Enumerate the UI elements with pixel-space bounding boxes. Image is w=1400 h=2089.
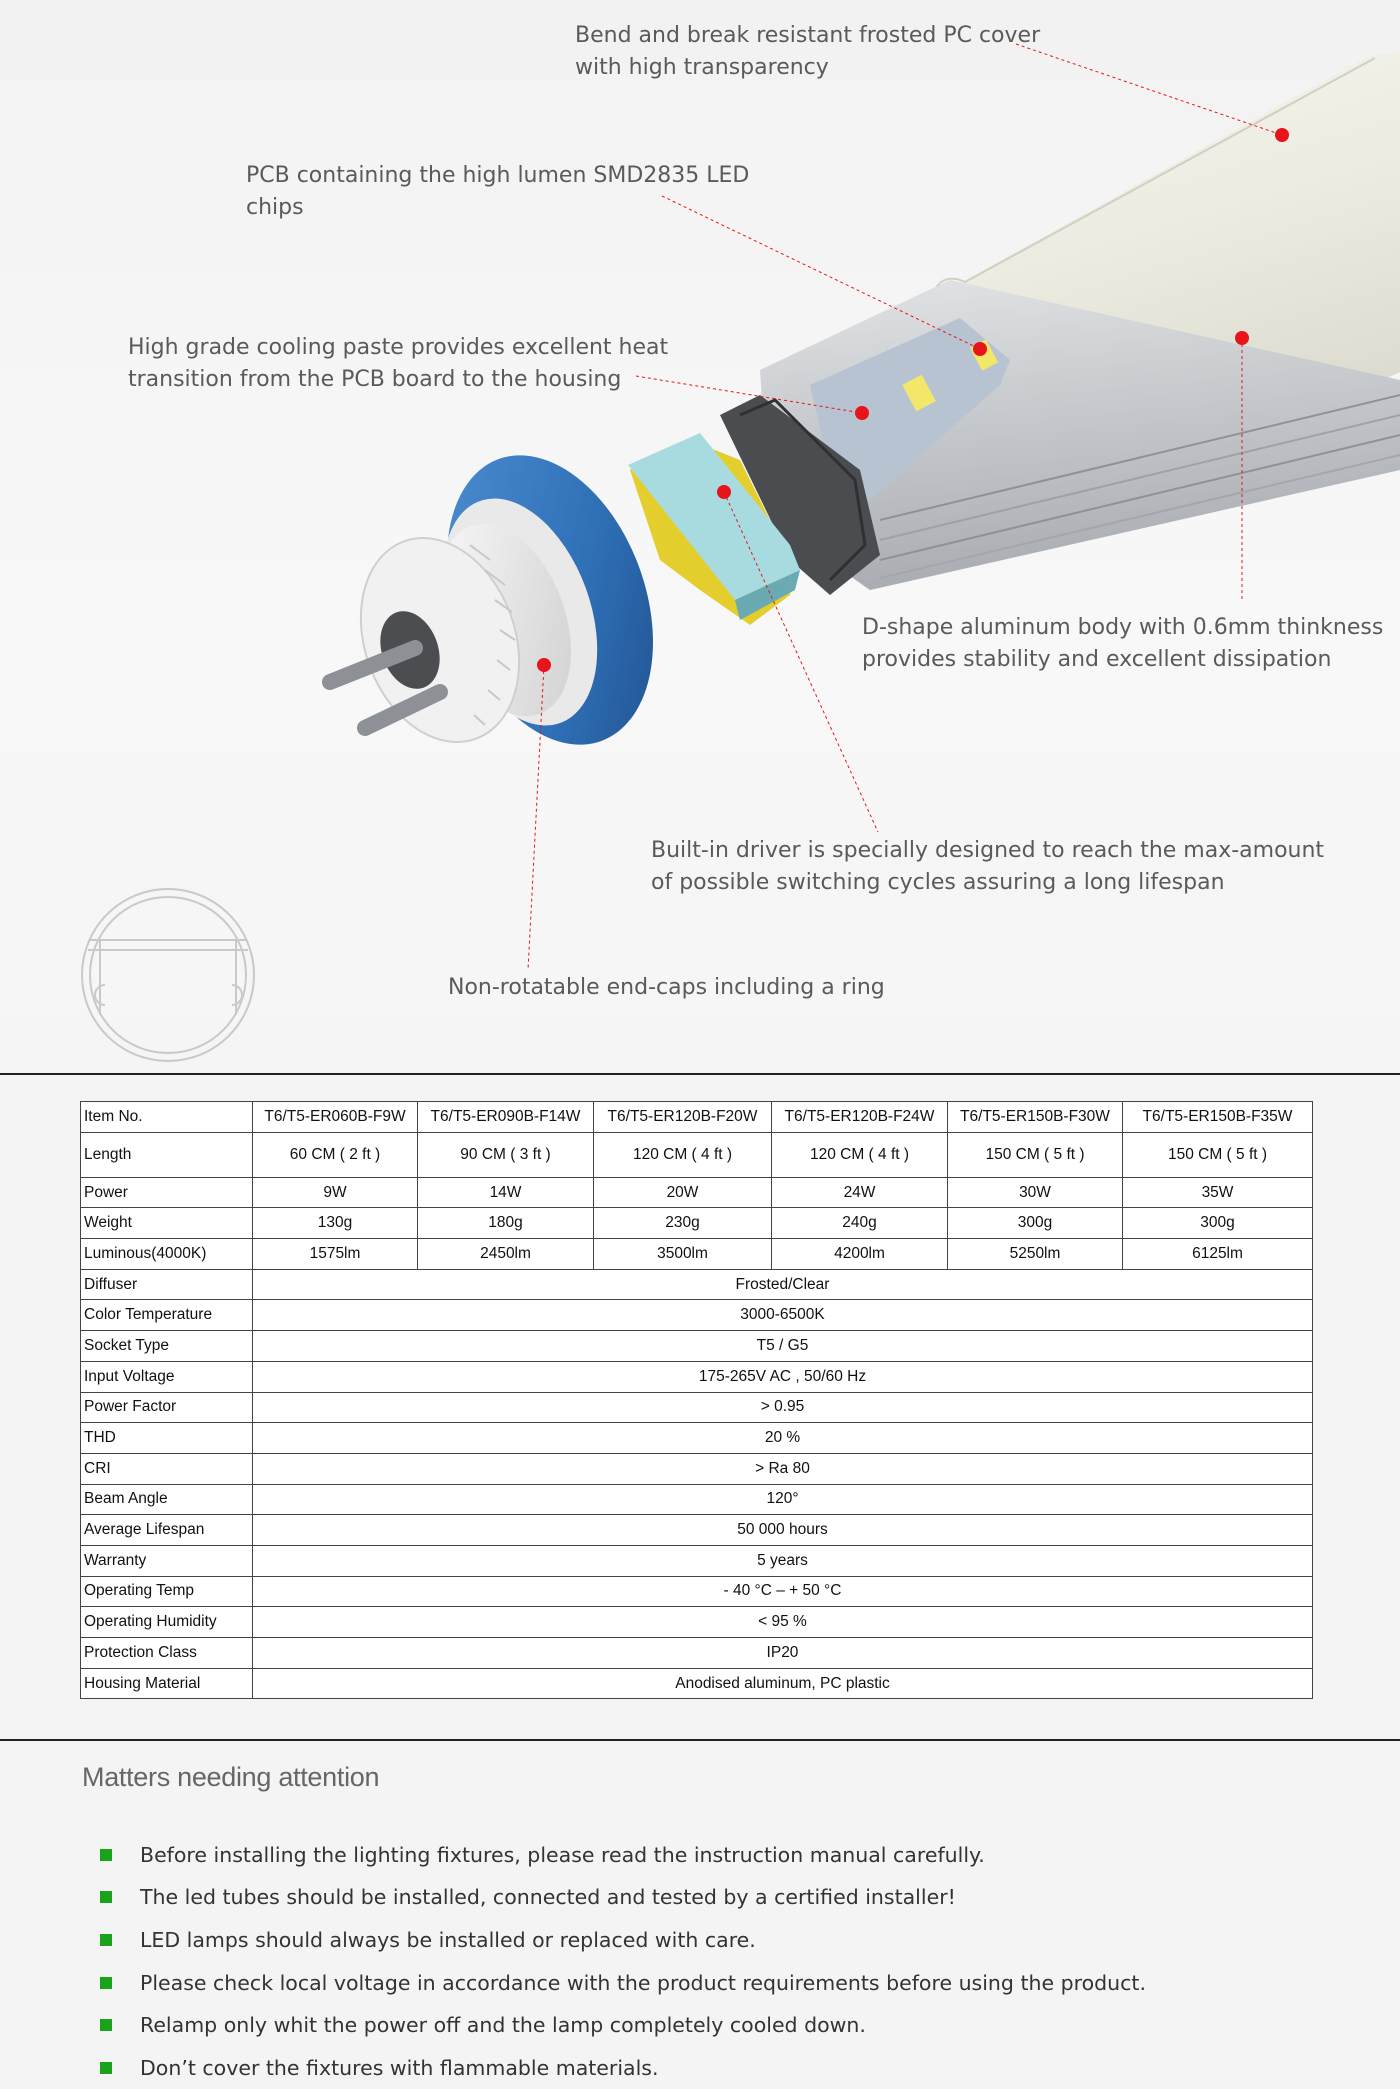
callout-line: of possible switching cycles assuring a long lifespan — [651, 870, 1225, 895]
table-cell: 120° — [253, 1484, 1313, 1515]
section-divider — [0, 1073, 1400, 1075]
row-label: Operating Humidity — [81, 1607, 253, 1638]
table-row — [81, 1177, 1313, 1208]
table-cell: 175-265V AC , 50/60 Hz — [253, 1361, 1313, 1392]
table-cell: - 40 °C – + 50 °C — [253, 1576, 1313, 1607]
table-row — [81, 1607, 1313, 1638]
table-cell: 20 % — [253, 1423, 1313, 1454]
table-row — [81, 1361, 1313, 1392]
callout-line: Non-rotatable end-caps including a ring — [448, 975, 885, 1000]
marker-cover-dot — [1275, 128, 1289, 142]
table-cell: 50 000 hours — [253, 1515, 1313, 1546]
row-label: Socket Type — [81, 1331, 253, 1362]
marker-paste-dot — [855, 406, 869, 420]
callout-cooling-paste — [128, 332, 668, 396]
row-label: Warranty — [81, 1545, 253, 1576]
marker-driver-dot — [717, 485, 731, 499]
section-divider — [0, 1739, 1400, 1741]
marker-body-dot — [1235, 331, 1249, 345]
square-bullet-icon — [100, 2019, 112, 2031]
row-label: Average Lifespan — [81, 1515, 253, 1546]
table-cell: 180g — [418, 1208, 594, 1239]
table-row — [81, 1576, 1313, 1607]
row-label: Beam Angle — [81, 1484, 253, 1515]
list-item-text: Please check local voltage in accordance with the product requirements before using the product. — [140, 1971, 1146, 1995]
square-bullet-icon — [100, 1849, 112, 1861]
row-label: Length — [81, 1132, 253, 1177]
table-cell: T5 / G5 — [253, 1331, 1313, 1362]
table-cell: 240g — [772, 1208, 948, 1239]
callout-aluminum-body — [862, 612, 1383, 676]
model-header: T6/T5-ER120B-F20W — [594, 1102, 772, 1133]
row-label: Protection Class — [81, 1638, 253, 1669]
table-row — [81, 1132, 1313, 1177]
table-cell: 3000-6500K — [253, 1300, 1313, 1331]
row-label: Input Voltage — [81, 1361, 253, 1392]
row-label: Luminous(4000K) — [81, 1239, 253, 1270]
table-cell: 60 CM ( 2 ft ) — [253, 1132, 418, 1177]
table-cell: 6125lm — [1123, 1239, 1313, 1270]
row-label: Weight — [81, 1208, 253, 1239]
table-cell: 20W — [594, 1177, 772, 1208]
table-cell: 150 CM ( 5 ft ) — [948, 1132, 1123, 1177]
table-cell: 5 years — [253, 1545, 1313, 1576]
model-header: T6/T5-ER150B-F30W — [948, 1102, 1123, 1133]
callout-line: High grade cooling paste provides excellent heat — [128, 335, 669, 360]
table-row — [81, 1545, 1313, 1576]
table-cell: 4200lm — [772, 1239, 948, 1270]
square-bullet-icon — [100, 2062, 112, 2074]
marker-endcap-dot — [537, 658, 551, 672]
table-cell: 230g — [594, 1208, 772, 1239]
table-row — [81, 1423, 1313, 1454]
table-row — [81, 1668, 1313, 1699]
row-label: Diffuser — [81, 1269, 253, 1300]
callout-driver — [651, 835, 1324, 899]
model-header: T6/T5-ER090B-F14W — [418, 1102, 594, 1133]
callout-line: provides stability and excellent dissipation — [862, 647, 1332, 672]
table-cell: 300g — [948, 1208, 1123, 1239]
table-row — [81, 1239, 1313, 1270]
table-row — [81, 1392, 1313, 1423]
callout-line: PCB containing the high lumen SMD2835 LED — [246, 163, 750, 188]
list-item-text: Relamp only whit the power off and the lamp completely cooled down. — [140, 2013, 866, 2037]
table-row — [81, 1638, 1313, 1669]
row-label: Power — [81, 1177, 253, 1208]
table-row — [81, 1331, 1313, 1362]
table-cell: 300g — [1123, 1208, 1313, 1239]
table-row — [81, 1300, 1313, 1331]
table-cell: < 95 % — [253, 1607, 1313, 1638]
row-label: THD — [81, 1423, 253, 1454]
table-cell: > Ra 80 — [253, 1453, 1313, 1484]
callout-line: D-shape aluminum body with 0.6mm thinkness — [862, 615, 1384, 640]
table-cell: 90 CM ( 3 ft ) — [418, 1132, 594, 1177]
list-item-text: Don’t cover the fixtures with flammable materials. — [140, 2056, 659, 2080]
table-row — [81, 1484, 1313, 1515]
table-cell: 24W — [772, 1177, 948, 1208]
callout-pcb — [246, 160, 749, 224]
square-bullet-icon — [100, 1977, 112, 1989]
table-cell: 120 CM ( 4 ft ) — [594, 1132, 772, 1177]
table-cell: 30W — [948, 1177, 1123, 1208]
callout-end-caps — [448, 972, 885, 1004]
table-cell: Frosted/Clear — [253, 1269, 1313, 1300]
row-label: Color Temperature — [81, 1300, 253, 1331]
row-label: Operating Temp — [81, 1576, 253, 1607]
model-header: T6/T5-ER150B-F35W — [1123, 1102, 1313, 1133]
callout-line: Built-in driver is specially designed to reach the max-amount — [651, 838, 1325, 863]
table-cell: IP20 — [253, 1638, 1313, 1669]
table-header-label: Item No. — [81, 1102, 253, 1133]
marker-pcb-dot — [973, 342, 987, 356]
table-row — [81, 1453, 1313, 1484]
model-header: T6/T5-ER060B-F9W — [253, 1102, 418, 1133]
table-cell: 35W — [1123, 1177, 1313, 1208]
row-label: CRI — [81, 1453, 253, 1484]
callout-pc-cover — [575, 20, 1040, 84]
callout-line: chips — [246, 195, 304, 220]
row-label: Housing Material — [81, 1668, 253, 1699]
callout-line: with high transparency — [575, 55, 829, 80]
callout-line: Bend and break resistant frosted PC cover — [575, 23, 1041, 48]
table-cell: Anodised aluminum, PC plastic — [253, 1668, 1313, 1699]
table-row — [81, 1208, 1313, 1239]
square-bullet-icon — [100, 1891, 112, 1903]
table-cell: > 0.95 — [253, 1392, 1313, 1423]
table-cell: 130g — [253, 1208, 418, 1239]
table-cell: 1575lm — [253, 1239, 418, 1270]
table-header-row — [81, 1102, 1313, 1133]
list-item-text: LED lamps should always be installed or replaced with care. — [140, 1928, 756, 1952]
row-label: Power Factor — [81, 1392, 253, 1423]
cross-section-icon — [82, 889, 254, 1061]
list-item-text: The led tubes should be installed, connected and tested by a certified installer! — [140, 1885, 956, 1909]
table-cell: 14W — [418, 1177, 594, 1208]
table-row — [81, 1515, 1313, 1546]
table-cell: 150 CM ( 5 ft ) — [1123, 1132, 1313, 1177]
table-cell: 2450lm — [418, 1239, 594, 1270]
model-header: T6/T5-ER120B-F24W — [772, 1102, 948, 1133]
table-cell: 5250lm — [948, 1239, 1123, 1270]
table-cell: 120 CM ( 4 ft ) — [772, 1132, 948, 1177]
table-cell: 3500lm — [594, 1239, 772, 1270]
square-bullet-icon — [100, 1934, 112, 1946]
table-row — [81, 1269, 1313, 1300]
list-item-text: Before installing the lighting fixtures, please read the instruction manual carefully. — [140, 1843, 985, 1867]
attention-title: Matters needing attention — [82, 1762, 380, 1792]
table-cell: 9W — [253, 1177, 418, 1208]
spec-table — [80, 1101, 1313, 1699]
callout-line: transition from the PCB board to the housing — [128, 367, 622, 392]
